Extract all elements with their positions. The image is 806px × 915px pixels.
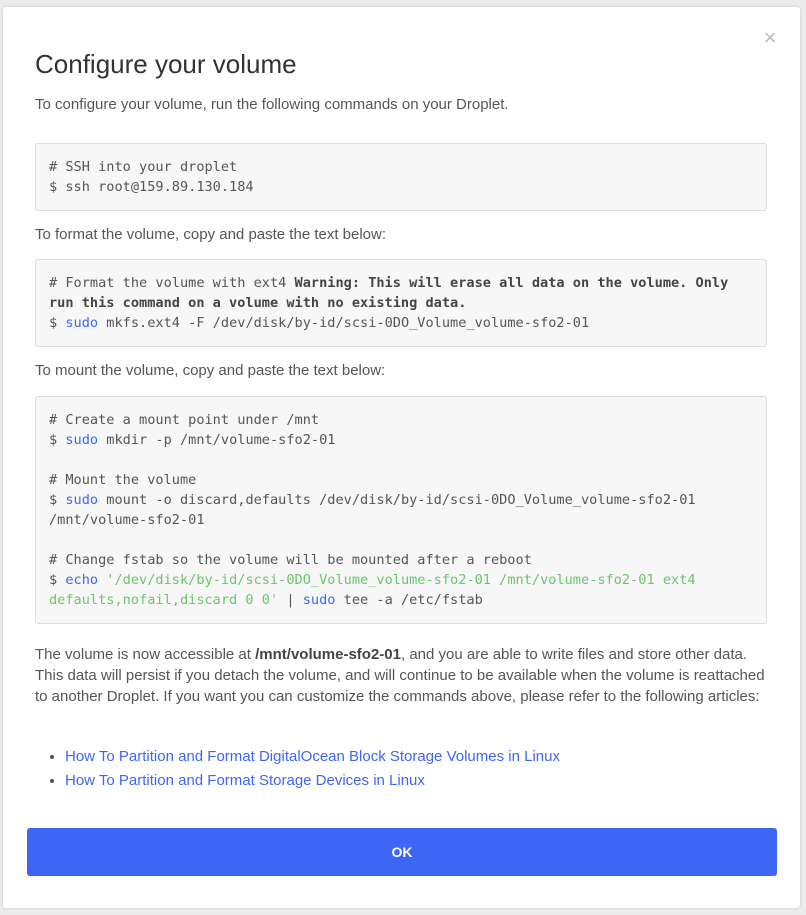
list-item (65, 747, 560, 766)
intro-text: To configure your volume, run the following commands on your Droplet. (35, 96, 509, 113)
code-command: mount -o discard,defaults /dev/disk/by-id/scsi-0DO_Volume_volume-sfo2-01 /mnt/volume-sfo2-01 (49, 492, 704, 528)
echo-keyword: echo (65, 572, 99, 588)
code-command: mkfs.ext4 -F /dev/disk/by-id/scsi-0DO_Volume_volume-sfo2-01 (98, 315, 590, 331)
mount-code-block[interactable] (35, 396, 767, 624)
prompt: $ (49, 572, 66, 588)
article-link[interactable]: How To Partition and Format DigitalOcean Block Storage Volumes in Linux (65, 748, 560, 765)
mount-path: /mnt/volume-sfo2-01 (255, 646, 401, 663)
code-command: mkdir -p /mnt/volume-sfo2-01 (98, 432, 336, 448)
code-command: $ ssh root@159.89.130.184 (49, 179, 254, 195)
para-text: , and you are able to write files and store other data. This data will persist if you detach the volume, and will continue to be available when the volume is reattached to another Droplet. If you want you can customize the commands above, please refer to the following articles: (35, 646, 765, 705)
sudo-keyword: sudo (65, 315, 99, 331)
code-string: '/dev/disk/by-id/scsi-0DO_Volume_volume-sfo2-01 /mnt/volume-sfo2-01 ext4 defaults,nofail,discard 0 0' (49, 572, 704, 608)
format-code-block[interactable] (35, 259, 767, 347)
modal-title: Configure your volume (35, 49, 297, 79)
code-comment: # Create a mount point under /mnt (49, 412, 320, 428)
code-command: tee -a /etc/fstab (335, 592, 483, 608)
pipe: | (278, 592, 303, 608)
code-comment: # Format the volume with ext4 (49, 275, 295, 291)
warning-text: Warning: This will erase all data on the volume. Only run this command on a volume with no existing data. (49, 275, 737, 311)
close-icon[interactable]: × (763, 25, 777, 50)
sudo-keyword: sudo (302, 592, 336, 608)
ssh-code-block[interactable] (35, 143, 767, 211)
ok-button[interactable]: OK (27, 828, 777, 876)
prompt: $ (49, 315, 66, 331)
para-text: The volume is now accessible at (35, 646, 256, 663)
info-paragraph (35, 644, 770, 707)
prompt: $ (49, 432, 66, 448)
prompt: $ (49, 492, 66, 508)
configure-volume-modal (3, 7, 800, 908)
mount-label: To mount the volume, copy and paste the text below: (35, 362, 386, 379)
article-link[interactable]: How To Partition and Format Storage Devices in Linux (65, 772, 425, 789)
format-label: To format the volume, copy and paste the text below: (35, 226, 387, 243)
sudo-keyword: sudo (65, 432, 99, 448)
article-list (35, 747, 560, 795)
code-comment: # Mount the volume (49, 472, 197, 488)
code-comment: # SSH into your droplet (49, 159, 238, 175)
code-comment: # Change fstab so the volume will be mounted after a reboot (49, 552, 532, 568)
sudo-keyword: sudo (65, 492, 99, 508)
list-item (65, 771, 560, 790)
